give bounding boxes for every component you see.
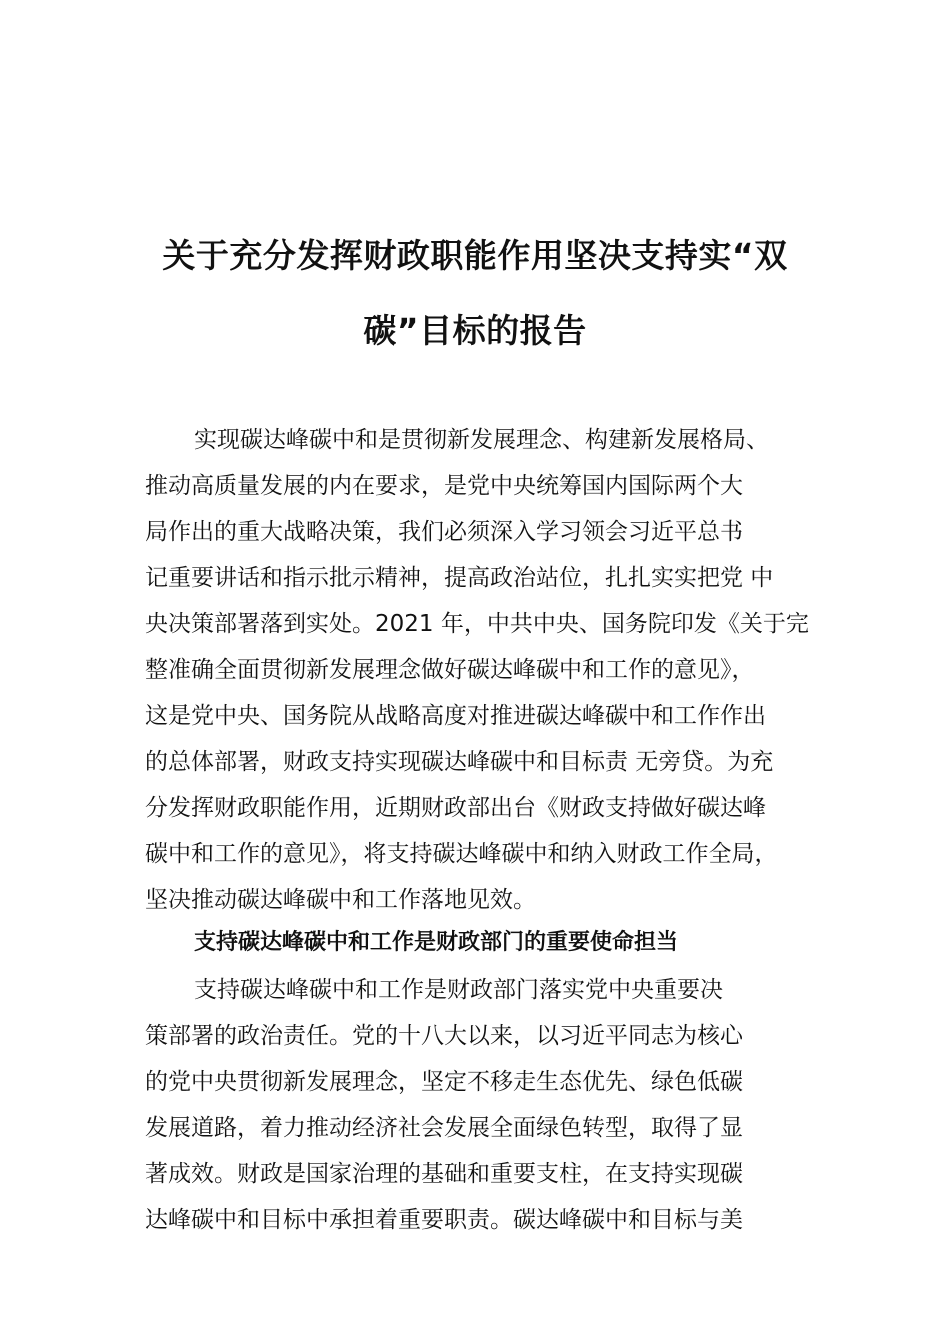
paragraph-1-line-5: 央决策部署落到实处。2021 年，中共中央、国务院印发《关于完 [145, 611, 809, 637]
paragraph-2-line-4: 发展道路，着力推动经济社会发展全面绿色转型，取得了显 [145, 1115, 743, 1141]
paragraph-1-line-3: 局作出的重大战略决策，我们必须深入学习领会习近平总书 [145, 519, 743, 545]
paragraph-1-line-9: 分发挥财政职能作用，近期财政部出台《财政支持做好碳达峰 [145, 795, 766, 821]
paragraph-2-line-2: 策部署的政治责任。党的十八大以来，以习近平同志为核心 [145, 1023, 743, 1049]
paragraph-2-line-6: 达峰碳中和目标中承担着重要职责。碳达峰碳中和目标与美 [145, 1207, 743, 1233]
paragraph-1-line-7: 这是党中央、国务院从战略高度对推进碳达峰碳中和工作作出 [145, 703, 766, 729]
paragraph-1-line-11: 坚决推动碳达峰碳中和工作落地见效。 [145, 887, 536, 913]
document-title-line-2: 碳”目标的报告 [363, 311, 587, 350]
paragraph-1-line-1: 实现碳达峰碳中和是贯彻新发展理念、构建新发展格局、 [194, 427, 769, 453]
paragraph-1-line-8: 的总体部署，财政支持实现碳达峰碳中和目标责 无旁贷。为充 [145, 749, 774, 775]
paragraph-1-line-10: 碳中和工作的意见》，将支持碳达峰碳中和纳入财政工作全局， [145, 841, 778, 867]
document-title-line-1: 关于充分发挥财政职能作用坚决支持实“双 [162, 236, 788, 275]
paragraph-2-line-1: 支持碳达峰碳中和工作是财政部门落实党中央重要决 [194, 977, 723, 1003]
paragraph-1-line-4: 记重要讲话和指示批示精神，提高政治站位，扎扎实实把党 中 [145, 565, 774, 591]
paragraph-1-line-6: 整准确全面贯彻新发展理念做好碳达峰碳中和工作的意见》， [145, 657, 755, 683]
paragraph-1-line-2: 推动高质量发展的内在要求，是党中央统筹国内国际两个大 [145, 473, 743, 499]
paragraph-2-line-5: 著成效。财政是国家治理的基础和重要支柱，在支持实现碳 [145, 1161, 743, 1187]
paragraph-2-line-3: 的党中央贯彻新发展理念，坚定不移走生态优先、绿色低碳 [145, 1069, 743, 1095]
section-heading-1: 支持碳达峰碳中和工作是财政部门的重要使命担当 [194, 930, 679, 955]
